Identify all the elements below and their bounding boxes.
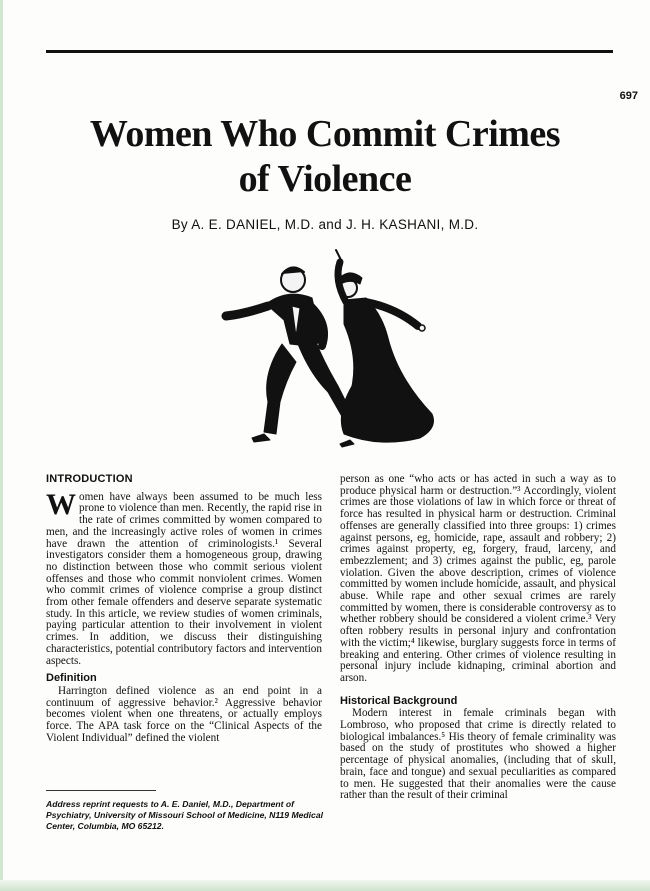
page-edge: [0, 0, 3, 891]
woman-attacking-man-with-knife-icon: [196, 244, 476, 456]
historical-paragraph: Modern interest in female criminals began with Lombroso, who proposed that crime is directly related to biological imbalances.⁵ His theory of female criminality was based on the study of prostitutes who showed a higher percentage of physical anomalies, (including that of skull, brain, face and tongue) and sexual peculiarities as compared to men. He suggested that their anomalies were the cause rather than the result of their criminal: [340, 707, 616, 802]
title-line-1: Women Who Commit Crimes: [89, 113, 561, 155]
drop-cap: W: [46, 487, 76, 521]
section-heading-historical-background: Historical Background: [340, 694, 458, 707]
left-column: [46, 474, 322, 744]
right-column: [340, 474, 616, 802]
byline: By A. E. DANIEL, M.D. and J. H. KASHANI, M.D.: [171, 217, 479, 232]
title-line-2: of Violence: [238, 158, 412, 200]
violence-definition-paragraph: person as one “who acts or has acted in such a way as to produce physical harm or destruction.”³ Accordingly, violent crimes are those violations of law in which force or threat of force has resulted in physical harm or destruction. Criminal offenses are generally classified into three groups: 1) crimes against persons, eg, homicide, rape, assault and robbery; 2) crimes against property, eg, forgery, fraud, larceny, and embezzlement; and 3) crimes against the public, eg, parole violation. Given the above description, crimes of violence committed by women include homicide, assault, and physical abuse. While rape and other sexual crimes are rarely committed by women, there is considerable controversy as to whether robbery should be considered a violent crime.³ Very often robbery results in personal injury and confrontation with the victim;⁴ likewise, burglary suggests force in terms of breaking and entering. Other crimes of violence resulting in personal injury include kidnaping, criminal abortion and arson.: [340, 473, 616, 684]
intro-paragraph: [46, 487, 322, 668]
reprint-footnote: Address reprint requests to A. E. Daniel, M.D., Department of Psychiatry, University of Missouri School of Medicine, N119 Medical Center, Columbia, MO 65212.: [46, 799, 323, 831]
section-heading-definition: Definition: [46, 672, 97, 685]
definition-paragraph: Harrington defined violence as an end point in a continuum of aggressive behavior.² Aggressive behavior becomes violent when one threatens, or actually employs force. The APA task force on the “Clinical Aspects of the Violent Individual” defined the violent: [46, 684, 322, 744]
page-number: 697: [619, 90, 638, 102]
header-rule: [46, 50, 613, 53]
article-title: [40, 112, 610, 202]
footnote-rule: [46, 790, 156, 791]
page-edge-bottom: [0, 880, 650, 891]
section-heading-introduction: INTRODUCTION: [46, 473, 133, 485]
intro-text: omen have always been assumed to be much less prone to violence than men. Recently, the rapid rise in the rate of crimes committed by women compared to men, and the increasingly active roles of women in crimes have drawn the attention of criminologists.¹ Several investigators consider them a homogeneous group, drawing no distinction between those who commit serious violent offenses and those who commit nonviolent crimes. Women who commit crimes of violence comprise a group distinct from other female offenders and deserve separate systematic study. In this article, we review studies of women criminals, paying particular attention to their involvement in violent crimes. In addition, we discuss their distinguishing characteristics, potential contributory factors and intervention aspects.: [46, 490, 322, 667]
